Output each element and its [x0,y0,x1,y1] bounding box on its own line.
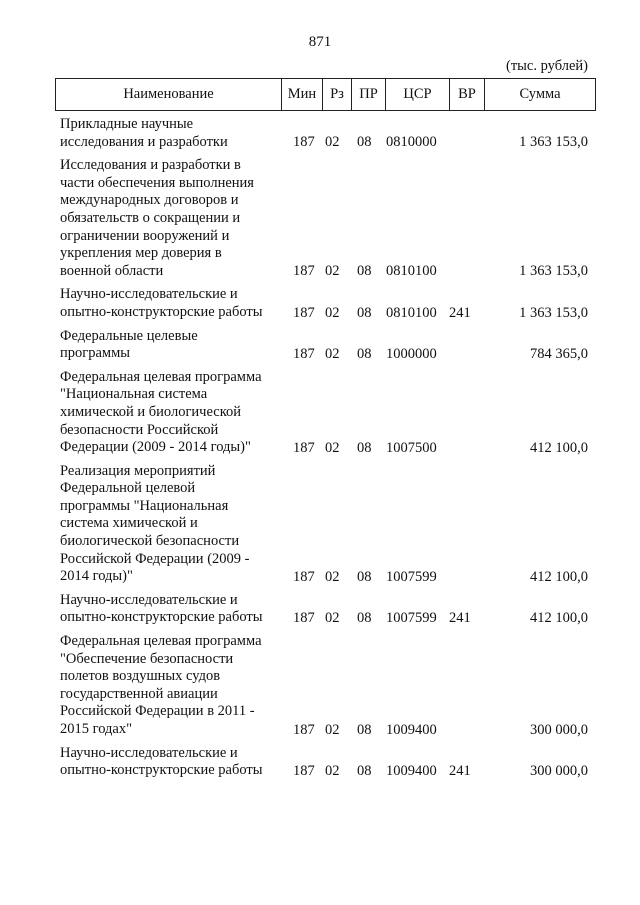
row-name: Прикладные научные исследования и разработки [60,116,228,150]
row-min: 187 [293,345,315,362]
row-values [0,439,640,457]
row-pr: 08 [357,439,372,456]
header-pr: ПР [352,79,386,110]
row-min: 187 [293,304,315,321]
table-row [0,157,640,280]
row-min: 187 [293,610,315,627]
row-name: Федеральные целевые программы [60,327,198,362]
page-number: 871 [308,34,332,50]
row-csr: 1007599 [386,568,437,585]
row-sum: 412 100,0 [530,568,588,585]
row-name: Научно-исследовательские и опытно-конструкторские работы [60,744,263,779]
row-values [0,304,640,322]
header-rz: Рз [323,79,352,110]
row-sum: 412 100,0 [530,439,588,456]
row-name: Реализация мероприятий Федеральной целевой программы "Национальная система химической и биологической безопасности Российской Федерации (2009 - 2014 годы)" [60,462,250,585]
row-sum: 412 100,0 [530,610,588,627]
table-body [0,116,640,786]
row-pr: 08 [357,568,372,585]
row-name: Исследования и разработки в части обеспечения выполнения международных договоров и обязательств о сокращении и ограничении вооружений и укрепления мер доверия в военной области [60,157,254,279]
row-sum: 300 000,0 [530,762,588,779]
row-csr: 1007500 [386,439,437,456]
row-sum: 1 363 153,0 [519,304,588,321]
row-rz: 02 [325,721,340,738]
row-csr: 0810100 [386,304,437,321]
row-rz: 02 [325,345,340,362]
row-pr: 08 [357,610,372,627]
row-min: 187 [293,134,315,151]
row-csr: 0810100 [386,263,437,280]
row-pr: 08 [357,721,372,738]
row-rz: 02 [325,304,340,321]
row-rz: 02 [325,762,340,779]
row-csr: 1000000 [386,345,437,362]
row-name: Научно-исследовательские и опытно-конструкторские работы [60,591,263,626]
row-rz: 02 [325,568,340,585]
header-csr: ЦСР [386,79,450,110]
row-csr: 1009400 [386,762,437,779]
row-name: Федеральная целевая программа "Обеспечение безопасности полетов воздушных судов государственной авиации Российской Федерации в 2011 - 2015 годах" [60,633,262,737]
header-sum: Сумма [519,86,561,102]
row-rz: 02 [325,263,340,280]
row-vr: 241 [449,610,471,627]
header-vr: ВР [450,79,485,110]
table-row [0,369,640,457]
row-pr: 08 [357,304,372,321]
row-pr: 08 [357,134,372,151]
header-min: Мин [282,79,323,110]
row-values [0,345,640,363]
row-values [0,133,640,151]
row-rz: 02 [325,610,340,627]
row-csr: 1007599 [386,610,437,627]
row-vr: 241 [449,762,471,779]
row-vr: 241 [449,304,471,321]
row-values [0,762,640,780]
row-csr: 1009400 [386,721,437,738]
row-sum: 784 365,0 [530,345,588,362]
row-values [0,609,640,627]
table-row [0,592,640,627]
row-rz: 02 [325,439,340,456]
row-rz: 02 [325,134,340,151]
table-row [0,116,640,151]
table-row [0,633,640,739]
table-row [0,463,640,586]
row-name: Федеральная целевая программа "Национальная система химической и биологической безопасности Российской Федерации (2009 - 2014 годы)" [60,368,262,456]
units-label: (тыс. рублей) [506,58,588,74]
row-values [0,721,640,739]
row-values [0,568,640,586]
row-min: 187 [293,762,315,779]
table-row [0,745,640,780]
row-values [0,262,640,280]
row-pr: 08 [357,345,372,362]
row-min: 187 [293,568,315,585]
header-name: Наименование [56,79,282,110]
row-sum: 1 363 153,0 [519,263,588,280]
table-row [0,286,640,321]
row-pr: 08 [357,263,372,280]
row-name: Научно-исследовательские и опытно-конструкторские работы [60,286,263,320]
row-sum: 1 363 153,0 [519,134,588,151]
table-header [55,78,596,111]
row-sum: 300 000,0 [530,721,588,738]
row-pr: 08 [357,762,372,779]
row-min: 187 [293,263,315,280]
table-row [0,328,640,363]
row-csr: 0810000 [386,134,437,151]
row-min: 187 [293,439,315,456]
row-min: 187 [293,721,315,738]
